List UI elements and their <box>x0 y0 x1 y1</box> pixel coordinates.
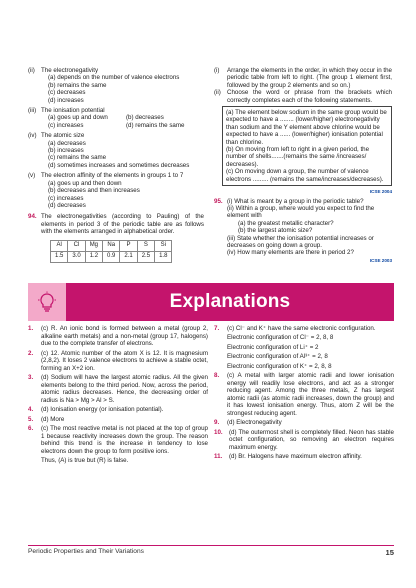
statement-a: (a) The element below sodium in the same group would be expected to have a ........ (lower/higher) electronegativity than sodium and the Y element above chlorine would be expected to have a ...... (lower/higher) ionisation potential than chlorine. <box>226 109 387 146</box>
option: (c) increases <box>48 121 84 129</box>
question-95-ii-b: (b) the largest atomic size? <box>238 227 313 235</box>
question-iii: (iii) The ionisation potential <box>28 107 105 115</box>
exam-tag: ICSE 2003 <box>369 257 392 263</box>
option: (d) sometimes increases and sometimes decreases <box>48 161 190 169</box>
config-line: Electronic configuration of Cl⁻ = 2, 8, 8 <box>227 334 334 342</box>
right-question-column <box>214 67 392 264</box>
explanation-item: 2. (c) 12. Atomic number of the atom X is 12. It is magnesium (2,8,2). It loses 2 valence electrons to achieve a stable octet, forming an X+2 ion. <box>28 349 208 372</box>
footer-divider <box>28 545 394 546</box>
table-row: 1.5 3.0 1.2 0.9 2.1 2.5 1.8 <box>51 251 172 262</box>
explanation-item: 5. (d) More <box>28 415 65 423</box>
question-iv: (iv) The atomic size <box>28 132 85 140</box>
option: (c) increases <box>48 194 84 202</box>
option: (a) goes up and then down <box>48 179 122 187</box>
question-v: (v) The electron affinity of the elements in groups 1 to 7 <box>28 172 184 180</box>
lightbulb-icon <box>28 283 66 321</box>
option: (c) decreases <box>48 89 86 97</box>
question-ii: (ii) The electronegativity <box>28 67 99 74</box>
statement-b: (b) On moving from left to right in a given period, the number of shells.......(remains the same /increases/ decreases). <box>226 146 370 168</box>
question-94: 94. The electronegativities (according to Pauling) of the elements in period 3 of the periodic table are as follows with the elements arranged in alphabetical order. <box>28 213 204 236</box>
statement-c: (c) On moving down a group, the number of valence electrons ......... (remains the same/increases/decreases). <box>226 168 384 183</box>
option: (b) decreases and then increases <box>48 187 140 195</box>
config-line: Electronic configuration of Li⁺ = 2 <box>227 343 319 351</box>
question-95-iv: (iv) How many elements are there in period 2? <box>227 249 354 257</box>
explanation-item: Thus, (A) is true but (R) is false. <box>41 457 129 465</box>
option: (b) increases <box>48 147 84 155</box>
question-r-ii: (ii) Choose the word or phrase from the brackets which correctly completes each of the following statements. <box>214 89 392 104</box>
explanation-item: 4. (d) Ionisation energy (or ionisation potential). <box>28 406 164 414</box>
section-title: Explanations <box>169 291 291 312</box>
option: (b) remains the same <box>48 81 107 89</box>
explanation-item: 10. (d) The outermost shell is completely filled. Neon has stable octet configuration, so removing an electron requires maximum energy. <box>214 428 394 451</box>
config-line: Electronic configuration of Al³⁺ = 2, 8 <box>227 353 328 361</box>
exam-tag: ICSE 2004 <box>369 189 392 195</box>
page-number: 15 <box>385 548 394 557</box>
explanation-item: 8. (c) A metal with larger atomic radii and lower ionisation energy will readily lose electrons, and act as a stronger reducing agent. Among the three metals, Z has largest atomic radii (as atomic radii increases, down the group) and it has lowest ionisation energy. Thus, atom Z will be the strongest reducing agent. <box>214 371 394 417</box>
chapter-title: Periodic Properties and Their Variations <box>28 548 144 555</box>
explanation-item: 6. (c) The most reactive metal is not placed at the top of group 1 because reactivity increases down the group. The reason behind this trend is the increase in tendency to lose electrons down the group to form positive ions. <box>28 425 208 455</box>
question-95-iii: (iii) State whether the ionisation potential increases or decreases on going down a group. <box>227 234 374 249</box>
explanation-item: 7. (c) Cl⁻ and K⁺ have the same electronic configuration. <box>214 325 376 332</box>
question-95-ii: (ii) Within a group, where would you expect to find the element with <box>227 204 375 220</box>
option: (b) decreases <box>126 114 164 122</box>
electronegativity-table <box>50 240 172 264</box>
option: (a) depends on the number of valence electrons <box>48 74 180 82</box>
option: (a) decreases <box>48 139 86 147</box>
explanation-item: 11. (d) Br. Halogens have maximum electron affinity. <box>214 453 362 461</box>
option: (d) increases <box>48 96 84 104</box>
statement-box <box>222 106 392 186</box>
table-row: Al Cl Mg Na P S Si <box>51 240 172 251</box>
explanation-item: 9. (d) Electronegativity <box>214 419 282 427</box>
explanations-left <box>28 325 208 467</box>
config-line: Electronic configuration of K⁺ = 2, 8, 8 <box>227 362 332 370</box>
option: (d) remains the same <box>126 121 185 129</box>
explanations-banner <box>28 283 394 321</box>
options-grid <box>28 114 204 129</box>
left-question-column <box>28 67 204 263</box>
question-95: 95. (i) What is meant by a group in the periodic table? <box>214 197 364 205</box>
question-95-ii-a: (a) the greatest metallic character? <box>238 219 334 227</box>
option: (c) remains the same <box>48 154 107 162</box>
page-footer <box>28 548 394 557</box>
question-r-i: (i) Arrange the elements in the order, in which they occur in the periodic table from left to right. (The group 1 element first, followed by the group 2 elements and so on.) <box>214 67 392 89</box>
option: (a) goes up and down <box>48 114 108 122</box>
explanation-item: 3. (d) Sodium will have the largest atomic radius. All the given elements belong to the third period. Now, across the period, atomic radius decreases. Hence, the decreasing order of radius is Na > Mg > Al > S. <box>28 374 208 404</box>
option: (d) decreases <box>48 201 86 209</box>
explanation-item: 1. (c) R. An ionic bond is formed between a metal (group 2, alkaline earth metals) and a non-metal (group 17, halogens) due to the complete transfer of electrons. <box>28 325 208 348</box>
explanations-right <box>214 325 394 463</box>
